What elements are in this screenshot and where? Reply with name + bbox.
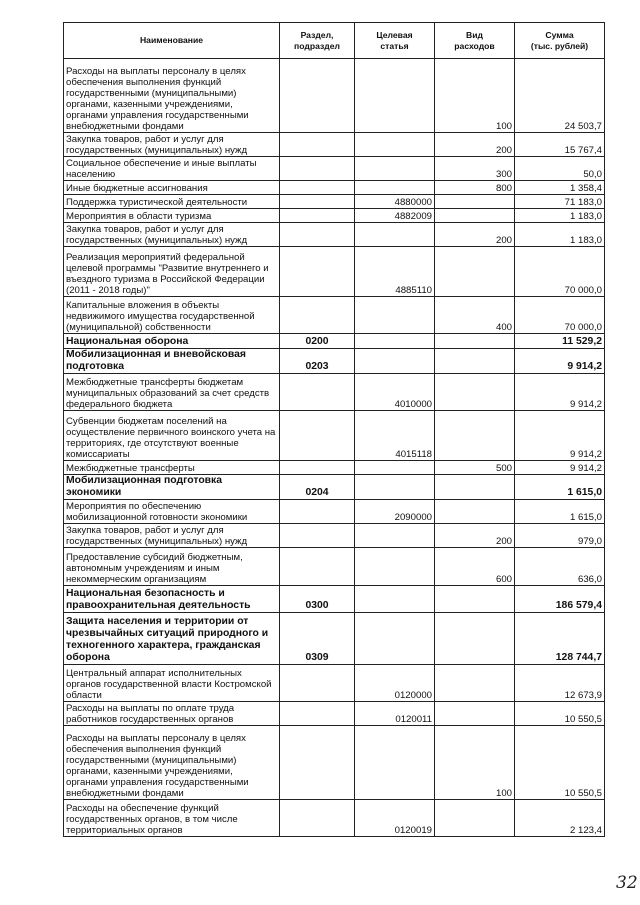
table-row — [64, 297, 605, 334]
row-section-cell — [280, 157, 355, 181]
row-name-cell: Поддержка туристической деятельности — [64, 195, 280, 209]
budget-table — [63, 22, 605, 837]
row-amount-cell: 9 914,2 — [515, 411, 605, 461]
row-type-cell: 600 — [435, 548, 515, 586]
row-section-cell — [280, 374, 355, 411]
row-target-cell — [355, 334, 435, 349]
row-name-cell: Мобилизационная подготовка экономики — [64, 475, 280, 500]
row-type-cell — [435, 374, 515, 411]
row-amount-cell: 9 914,2 — [515, 349, 605, 374]
row-section-cell — [280, 59, 355, 133]
row-type-cell — [435, 247, 515, 297]
row-target-cell: 4880000 — [355, 195, 435, 209]
row-target-cell: 2090000 — [355, 500, 435, 524]
row-section-cell — [280, 133, 355, 157]
row-target-cell — [355, 133, 435, 157]
table-row — [64, 374, 605, 411]
table-row — [64, 800, 605, 837]
table-row — [64, 133, 605, 157]
row-amount-cell: 2 123,4 — [515, 800, 605, 837]
table-row — [64, 181, 605, 195]
row-amount-cell: 636,0 — [515, 548, 605, 586]
row-type-cell — [435, 800, 515, 837]
row-section-cell — [280, 297, 355, 334]
row-target-cell: 0120011 — [355, 702, 435, 726]
row-target-cell: 0120019 — [355, 800, 435, 837]
row-amount-cell: 10 550,5 — [515, 726, 605, 800]
row-target-cell: 4885110 — [355, 247, 435, 297]
row-name-cell: Социальное обеспечение и иные выплаты населению — [64, 157, 280, 181]
table-row — [64, 209, 605, 223]
row-amount-cell: 9 914,2 — [515, 374, 605, 411]
row-type-cell: 100 — [435, 59, 515, 133]
table-row — [64, 157, 605, 181]
row-amount-cell: 50,0 — [515, 157, 605, 181]
row-name-cell: Реализация мероприятий федеральной целевой программы "Развитие внутреннего и въездного туризма в Российской Федерации (2011 - 2018 годы)" — [64, 247, 280, 297]
row-name-cell: Национальная оборона — [64, 334, 280, 349]
row-type-cell — [435, 500, 515, 524]
row-target-cell — [355, 586, 435, 613]
table-row — [64, 349, 605, 374]
row-name-cell: Межбюджетные трансферты — [64, 461, 280, 475]
row-section-cell: 0200 — [280, 334, 355, 349]
row-section-cell: 0203 — [280, 349, 355, 374]
row-section-cell — [280, 726, 355, 800]
row-name-cell: Межбюджетные трансферты бюджетам муниципальных образований за счет средств федерального бюджета — [64, 374, 280, 411]
row-section-cell: 0300 — [280, 586, 355, 613]
row-section-cell — [280, 223, 355, 247]
row-type-cell — [435, 334, 515, 349]
header-section: Раздел, подраздел — [280, 23, 355, 59]
row-type-cell — [435, 349, 515, 374]
row-amount-cell: 15 767,4 — [515, 133, 605, 157]
row-target-cell: 0120000 — [355, 665, 435, 702]
row-type-cell — [435, 475, 515, 500]
row-section-cell — [280, 702, 355, 726]
row-amount-cell: 71 183,0 — [515, 195, 605, 209]
row-section-cell — [280, 411, 355, 461]
table-row — [64, 702, 605, 726]
row-section-cell — [280, 500, 355, 524]
row-section-cell — [280, 209, 355, 223]
row-target-cell — [355, 548, 435, 586]
row-target-cell — [355, 181, 435, 195]
row-name-cell: Мобилизационная и вневойсковая подготовка — [64, 349, 280, 374]
table-body — [64, 59, 605, 837]
header-target: Целевая статья — [355, 23, 435, 59]
row-type-cell — [435, 411, 515, 461]
table-row — [64, 726, 605, 800]
page-number: 32 — [616, 873, 638, 893]
header-type: Вид расходов — [435, 23, 515, 59]
header-amount: Сумма (тыс. рублей) — [515, 23, 605, 59]
row-type-cell — [435, 702, 515, 726]
row-amount-cell: 186 579,4 — [515, 586, 605, 613]
table-row — [64, 247, 605, 297]
row-amount-cell: 1 358,4 — [515, 181, 605, 195]
row-amount-cell: 12 673,9 — [515, 665, 605, 702]
row-name-cell: Закупка товаров, работ и услуг для государственных (муниципальных) нужд — [64, 223, 280, 247]
row-type-cell — [435, 665, 515, 702]
row-target-cell: 4010000 — [355, 374, 435, 411]
row-section-cell: 0204 — [280, 475, 355, 500]
row-type-cell: 300 — [435, 157, 515, 181]
row-type-cell — [435, 195, 515, 209]
table-header-row — [64, 23, 605, 59]
row-type-cell: 800 — [435, 181, 515, 195]
table-row — [64, 586, 605, 613]
row-target-cell — [355, 726, 435, 800]
row-name-cell: Предоставление субсидий бюджетным, автономным учреждениям и иным некоммерческим организациям — [64, 548, 280, 586]
row-section-cell: 0309 — [280, 613, 355, 665]
row-name-cell: Капитальные вложения в объекты недвижимого имущества государственной (муниципальной) собственности — [64, 297, 280, 334]
table-row — [64, 548, 605, 586]
row-amount-cell: 979,0 — [515, 524, 605, 548]
table-row — [64, 223, 605, 247]
table-row — [64, 613, 605, 665]
row-target-cell — [355, 524, 435, 548]
row-section-cell — [280, 524, 355, 548]
row-section-cell — [280, 195, 355, 209]
row-amount-cell: 70 000,0 — [515, 297, 605, 334]
row-section-cell — [280, 800, 355, 837]
table-row — [64, 665, 605, 702]
row-section-cell — [280, 247, 355, 297]
row-type-cell: 200 — [435, 133, 515, 157]
row-name-cell: Расходы на выплаты персоналу в целях обеспечения выполнения функций государственными (муниципальными) органами, казенными учреждениями, органами управления государственными внебюджетными фондами — [64, 726, 280, 800]
table-row — [64, 461, 605, 475]
row-amount-cell: 1 183,0 — [515, 209, 605, 223]
table-row — [64, 195, 605, 209]
row-name-cell: Защита населения и территории от чрезвычайных ситуаций природного и техногенного характера, гражданская оборона — [64, 613, 280, 665]
row-section-cell — [280, 665, 355, 702]
row-target-cell: 4015118 — [355, 411, 435, 461]
table-row — [64, 334, 605, 349]
row-amount-cell: 128 744,7 — [515, 613, 605, 665]
row-name-cell: Расходы на выплаты по оплате труда работников государственных органов — [64, 702, 280, 726]
row-name-cell: Закупка товаров, работ и услуг для государственных (муниципальных) нужд — [64, 524, 280, 548]
row-type-cell: 400 — [435, 297, 515, 334]
row-amount-cell: 11 529,2 — [515, 334, 605, 349]
row-name-cell: Закупка товаров, работ и услуг для государственных (муниципальных) нужд — [64, 133, 280, 157]
row-target-cell — [355, 223, 435, 247]
row-name-cell: Мероприятия по обеспечению мобилизационной готовности экономики — [64, 500, 280, 524]
row-name-cell: Субвенции бюджетам поселений на осуществление первичного воинского учета на территориях, где отсутствуют военные комиссариаты — [64, 411, 280, 461]
row-name-cell: Расходы на обеспечение функций государственных органов, в том числе территориальных органов — [64, 800, 280, 837]
row-type-cell: 200 — [435, 524, 515, 548]
row-amount-cell: 1 183,0 — [515, 223, 605, 247]
row-target-cell: 4882009 — [355, 209, 435, 223]
row-target-cell — [355, 475, 435, 500]
row-amount-cell: 10 550,5 — [515, 702, 605, 726]
row-target-cell — [355, 157, 435, 181]
table-row — [64, 411, 605, 461]
row-target-cell — [355, 297, 435, 334]
row-name-cell: Центральный аппарат исполнительных органов государственной власти Костромской области — [64, 665, 280, 702]
row-amount-cell: 24 503,7 — [515, 59, 605, 133]
row-name-cell: Мероприятия в области туризма — [64, 209, 280, 223]
row-type-cell: 200 — [435, 223, 515, 247]
header-name: Наименование — [64, 23, 280, 59]
row-amount-cell: 70 000,0 — [515, 247, 605, 297]
row-name-cell: Иные бюджетные ассигнования — [64, 181, 280, 195]
row-target-cell — [355, 349, 435, 374]
row-amount-cell: 1 615,0 — [515, 475, 605, 500]
row-name-cell: Национальная безопасность и правоохранительная деятельность — [64, 586, 280, 613]
row-section-cell — [280, 181, 355, 195]
row-type-cell — [435, 586, 515, 613]
row-section-cell — [280, 548, 355, 586]
row-amount-cell: 9 914,2 — [515, 461, 605, 475]
row-name-cell: Расходы на выплаты персоналу в целях обеспечения выполнения функций государственными (муниципальными) органами, казенными учреждениями, органами управления государственными внебюджетными фондами — [64, 59, 280, 133]
table-row — [64, 59, 605, 133]
row-type-cell: 500 — [435, 461, 515, 475]
row-section-cell — [280, 461, 355, 475]
row-type-cell: 100 — [435, 726, 515, 800]
row-target-cell — [355, 59, 435, 133]
table-row — [64, 500, 605, 524]
row-amount-cell: 1 615,0 — [515, 500, 605, 524]
table-row — [64, 524, 605, 548]
row-target-cell — [355, 613, 435, 665]
row-type-cell — [435, 613, 515, 665]
row-target-cell — [355, 461, 435, 475]
row-type-cell — [435, 209, 515, 223]
table-row — [64, 475, 605, 500]
